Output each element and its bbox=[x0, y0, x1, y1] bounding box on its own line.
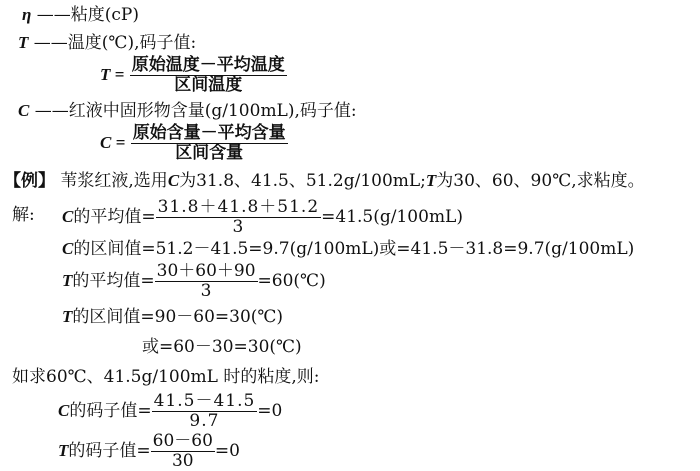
t-code-line bbox=[58, 432, 240, 471]
example-tag: 【例】 bbox=[4, 171, 55, 191]
t-code-tail: =0 bbox=[214, 441, 240, 461]
c-code-symbol: C bbox=[58, 401, 70, 420]
c-denominator: 区间含量 bbox=[175, 143, 244, 163]
t-avg-fraction bbox=[155, 262, 258, 301]
dash: —— bbox=[33, 33, 68, 53]
c-symbol: C bbox=[18, 101, 30, 120]
t-code-denominator: 30 bbox=[171, 451, 194, 471]
def-t bbox=[18, 32, 196, 54]
c-avg-denominator: 3 bbox=[232, 217, 245, 237]
c-range-line bbox=[62, 238, 634, 260]
c-avg-tail: =41.5(g/100mL) bbox=[321, 207, 463, 227]
t-range-line bbox=[62, 306, 283, 328]
c-avg-symbol: C bbox=[62, 207, 74, 226]
t-code-numerator: 60－60 bbox=[152, 431, 213, 451]
t-avg-numerator: 30＋60＋90 bbox=[156, 261, 256, 281]
t-eq-lhs: T = bbox=[100, 65, 125, 84]
t-range-alt: 或=60－30=30(℃) bbox=[142, 337, 302, 357]
c-range-symbol: C bbox=[62, 239, 74, 258]
t-avg-tail: =60(℃) bbox=[257, 271, 326, 291]
c-eq-lhs: C = bbox=[100, 133, 126, 152]
c-avg-lead: 的平均值= bbox=[73, 207, 156, 227]
c-fraction bbox=[131, 124, 288, 163]
t-fraction bbox=[130, 56, 287, 95]
t-range-text: 的区间值=90－60=30(℃) bbox=[72, 307, 284, 327]
c-code-numerator: 41.5－41.5 bbox=[153, 391, 256, 411]
t-code-formula bbox=[100, 56, 287, 95]
example-line bbox=[4, 170, 645, 192]
t-denominator: 区间温度 bbox=[174, 75, 243, 95]
c-code-line bbox=[58, 392, 282, 431]
c-avg-fraction bbox=[156, 198, 322, 237]
def-c-text: 红液中固形物含量(g/100mL),码子值: bbox=[68, 101, 357, 121]
t-code-fraction bbox=[151, 432, 215, 471]
c-code-formula bbox=[100, 124, 288, 163]
t-range-symbol: T bbox=[62, 307, 73, 326]
t-symbol: T bbox=[18, 33, 29, 52]
c-average-line bbox=[62, 198, 463, 237]
def-eta bbox=[22, 4, 139, 26]
dash: —— bbox=[36, 5, 71, 25]
c-code-denominator: 9.7 bbox=[189, 411, 220, 431]
c-numerator: 原始含量－平均含量 bbox=[132, 123, 286, 143]
dash: —— bbox=[34, 101, 69, 121]
t-code-lead: 的码子值= bbox=[68, 441, 151, 461]
example-c: C bbox=[167, 171, 180, 190]
t-numerator: 原始温度－平均温度 bbox=[131, 55, 285, 75]
c-range-text: 的区间值=51.2－41.5=9.7(g/100mL)或=41.5－31.8=9.7(g/100mL) bbox=[73, 239, 635, 259]
example-text-3: 为30、60、90℃,求粘度。 bbox=[436, 171, 645, 191]
eta-symbol: η bbox=[22, 5, 32, 24]
t-avg-denominator: 3 bbox=[200, 281, 212, 301]
ask-line: 如求60℃、41.5g/100mL 时的粘度,则: bbox=[12, 367, 320, 387]
solution-label: 解: bbox=[12, 205, 35, 225]
t-code-symbol: T bbox=[58, 441, 69, 460]
t-avg-symbol: T bbox=[62, 271, 73, 290]
c-code-fraction bbox=[152, 392, 258, 431]
def-eta-text: 粘度(cP) bbox=[70, 5, 139, 25]
def-t-text: 温度(℃),码子值: bbox=[67, 33, 197, 53]
c-code-lead: 的码子值= bbox=[69, 401, 152, 421]
example-text-1: 苇浆红液,选用 bbox=[60, 171, 168, 191]
def-c bbox=[18, 100, 357, 122]
t-average-line bbox=[62, 262, 326, 301]
c-code-tail: =0 bbox=[257, 401, 283, 421]
example-t: T bbox=[425, 171, 437, 190]
example-text-2: 为31.8、41.5、51.2g/100mL; bbox=[179, 171, 426, 191]
c-avg-numerator: 31.8＋41.8＋51.2 bbox=[157, 197, 320, 217]
t-avg-lead: 的平均值= bbox=[72, 271, 155, 291]
